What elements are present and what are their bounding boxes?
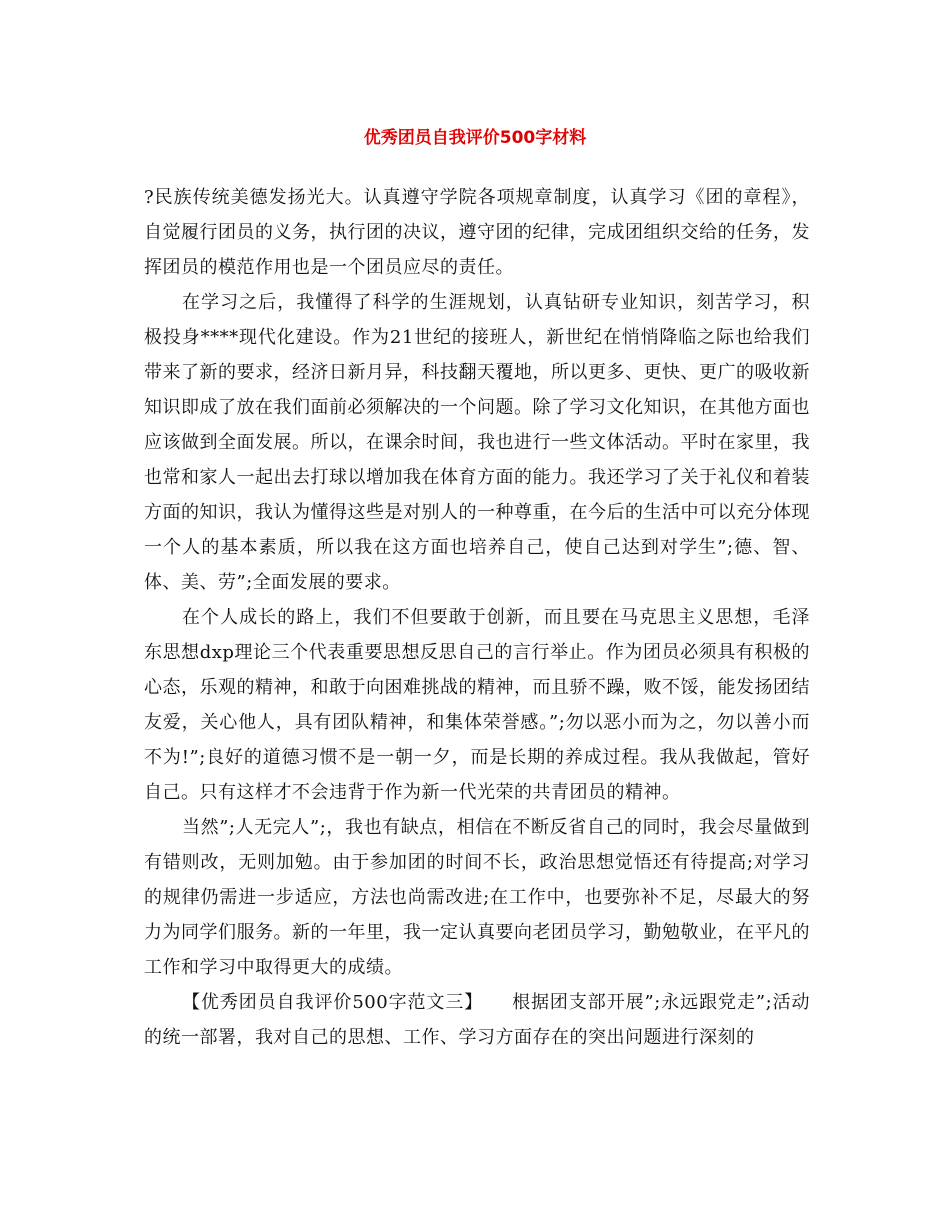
document-body <box>144 180 810 1055</box>
paragraph-1: ?民族传统美德发扬光大。认真遵守学院各项规章制度，认真学习《团的章程》，自觉履行团员的义务，执行团的决议，遵守团的纪律，完成团组织交给的任务，发挥团员的模范作用也是一个团员应尽的责任。 <box>144 187 810 278</box>
paragraph-4: 当然”;人无完人”;，我也有缺点，相信在不断反省自己的同时，我会尽量做到有错则改，无则加勉。由于参加团的时间不长，政治思想觉悟还有待提高;对学习的规律仍需进一步适应，方法也尚需改进;在工作中，也要弥补不足，尽最大的努力为同学们服务。新的一年里，我一定认真要向老团员学习，勤勉敬业，在平凡的工作和学习中取得更大的成绩。 <box>144 817 810 978</box>
paragraph-2: 在学习之后，我懂得了科学的生涯规划，认真钻研专业知识，刻苦学习，积极投身****现代化建设。作为21世纪的接班人，新世纪在悄悄降临之际也给我们带来了新的要求，经济日新月异，科技翻天覆地，所以更多、更快、更广的吸收新知识即成了放在我们面前必须解决的一个问题。除了学习文化知识，在其他方面也应该做到全面发展。所以，在课余时间，我也进行一些文体活动。平时在家里，我也常和家人一起出去打球以增加我在体育方面的能力。我还学习了关于礼仪和着装方面的知识，我认为懂得这些是对别人的一种尊重，在今后的生活中可以充分体现一个人的基本素质，所以我在这方面也培养自己，使自己达到对学生”;德、智、体、美、劳”;全面发展的要求。 <box>144 292 810 593</box>
paragraph-5: 【优秀团员自我评价500字范文三】 根据团支部开展”;永远跟党走”;活动的统一部署，我对自己的思想、工作、学习方面存在的突出问题进行深刻的 <box>144 992 810 1048</box>
document-title: 优秀团员自我评价500字材料 <box>363 128 587 148</box>
paragraph-3: 在个人成长的路上，我们不但要敢于创新，而且要在马克思主义思想，毛泽东思想dxp理论三个代表重要思想反思自己的言行举止。作为团员必须具有积极的心态，乐观的精神，和敢于向困难挑战的精神，而且骄不躁，败不馁，能发扬团结友爱，关心他人，具有团队精神，和集体荣誉感。”;勿以恶小而为之，勿以善小而不为!”;良好的道德习惯不是一朝一夕，而是长期的养成过程。我从我做起，管好自己。只有这样才不会违背于作为新一代光荣的共青团员的精神。 <box>144 607 810 803</box>
